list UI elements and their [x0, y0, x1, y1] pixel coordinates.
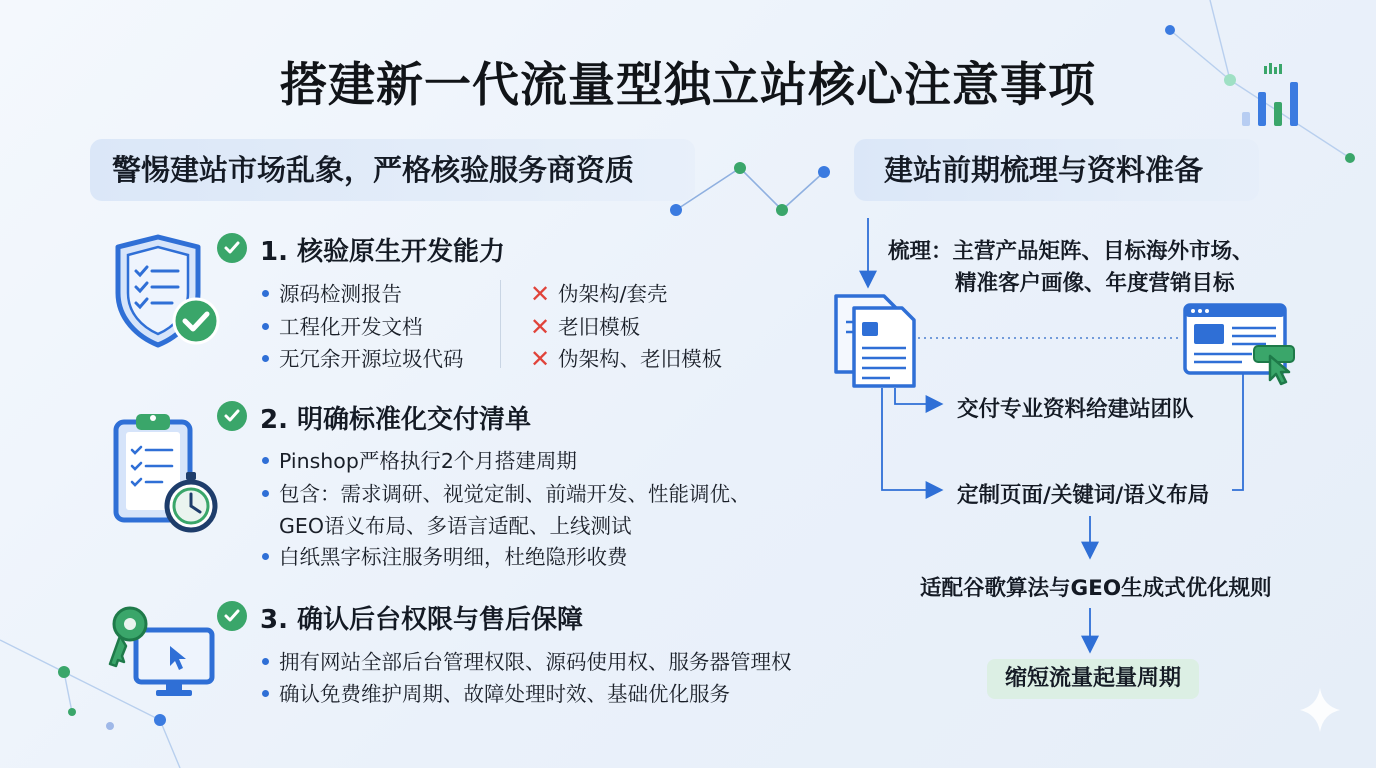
step-custom-layout: 定制页面/关键词/语义布局	[957, 483, 1210, 508]
section-2-title: 2. 明确标准化交付清单	[260, 405, 532, 435]
clipboard-stopwatch-icon	[112, 410, 224, 534]
cross-icon: ✕	[530, 345, 551, 373]
step-algorithm-adaptation: 适配谷歌算法与GEO生成式优化规则	[920, 576, 1272, 601]
sorting-text-line2: 精准客户画像、年度营销目标	[955, 271, 1235, 296]
left-panel-heading: 警惕建站市场乱象，严格核验服务商资质	[90, 139, 695, 201]
warning-item: ✕ 老旧模板	[530, 313, 641, 341]
step-deliver-materials: 交付专业资料给建站团队	[957, 397, 1194, 422]
key-monitor-icon	[104, 600, 216, 700]
list-item: 无冗余开源垃圾代码	[262, 342, 464, 372]
check-icon	[217, 401, 247, 431]
sorting-text-line1: 梳理：主营产品矩阵、目标海外市场、	[888, 239, 1254, 264]
list-item: 拥有网站全部后台管理权限、源码使用权、服务器管理权	[262, 645, 792, 675]
bar-chart-icon	[1236, 60, 1312, 130]
browser-window-icon	[1182, 302, 1304, 394]
list-item: 源码检测报告	[262, 277, 402, 307]
check-icon	[217, 601, 247, 631]
page-title: 搭建新一代流量型独立站核心注意事项	[280, 58, 1096, 113]
shield-checklist-icon	[110, 233, 222, 351]
section-1-title: 1. 核验原生开发能力	[260, 237, 506, 267]
cross-icon: ✕	[530, 313, 551, 341]
documents-icon	[832, 292, 924, 392]
section-3-title: 3. 确认后台权限与售后保障	[260, 605, 584, 635]
list-item: Pinshop严格执行2个月搭建周期	[262, 444, 577, 474]
list-item: 包含：需求调研、视觉定制、前端开发、性能调优、	[262, 477, 751, 507]
warning-item: ✕ 伪架构/套壳	[530, 280, 668, 308]
check-icon	[217, 233, 247, 263]
list-item: 工程化开发文档	[262, 310, 423, 340]
cross-icon: ✕	[530, 280, 551, 308]
final-outcome-badge: 缩短流量起量周期	[987, 659, 1199, 699]
right-panel-heading: 建站前期梳理与资料准备	[854, 139, 1259, 201]
warning-item: ✕ 伪架构、老旧模板	[530, 345, 723, 373]
list-item: 确认免费维护周期、故障处理时效、基础优化服务	[262, 677, 730, 707]
list-item: 白纸黑字标注服务明细，杜绝隐形收费	[262, 540, 628, 570]
list-item-continuation: GEO语义布局、多语言适配、上线测试	[279, 514, 632, 538]
divider	[500, 280, 501, 368]
